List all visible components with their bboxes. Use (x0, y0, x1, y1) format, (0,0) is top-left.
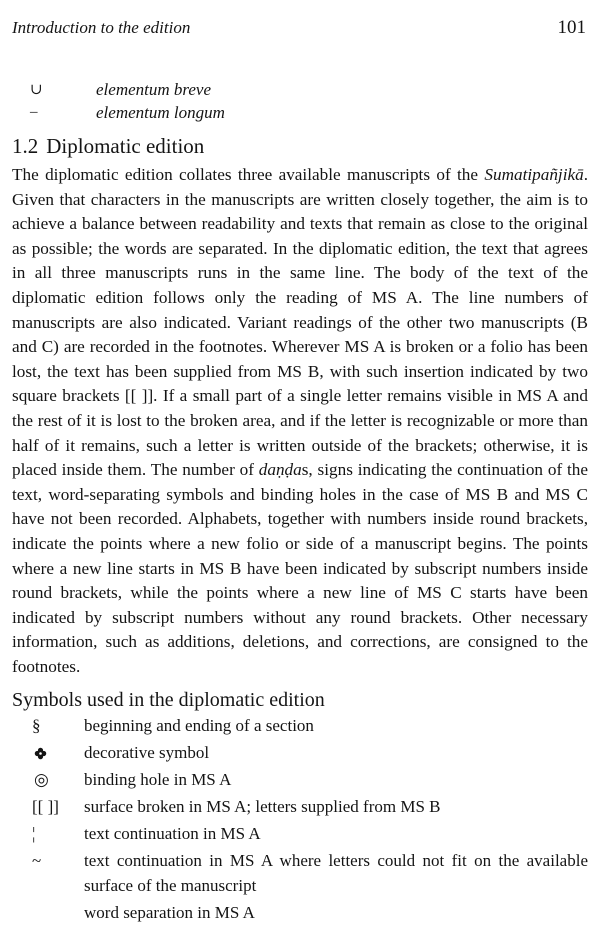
longum-symbol: – (30, 104, 38, 120)
body-paragraph (12, 163, 588, 679)
section-number: 1.2 (12, 134, 39, 158)
word-separator-icon (32, 901, 84, 926)
body-text-part3: s, signs indicating the continuation of the text, word-separating symbols and binding holes in the case of MS B and MS C have not been recorded. Alphabets, together with numbers inside round brackets, indicate the points where a new folio or side of a manuscript begins. The points where a new line starts in MS B have been indicated by subscript numbers inside round brackets, while the points where a new line of MS C starts have been indicated by subscript numbers without any round brackets. Other necessary information, such as additions, deletions, and corrections, are consigned to the footnotes. (12, 460, 588, 676)
tilde-icon: ~ (32, 851, 42, 870)
meter-row-longum (28, 101, 225, 124)
section-sign-icon: § (32, 716, 41, 735)
body-text-part2: . Given that characters in the manuscripts are written closely together, the aim is to achieve a balance between readability and texts that remain as close to the original as possible; the words are separated. In the diplomatic edition, the text that agrees in all three manuscripts runs in the same line. The body of the text of the diplomatic edition follows only the reading of MS A. The line numbers of manuscripts are also indicated. Variant readings of the other two manuscripts (B and C) are recorded in the footnotes. Wherever MS A is broken or a folio has been lost, the text has been supplied from MS B, with such insertion indicated by two square brackets [[ ]]. If a small part of a single letter remains visible in MS A and the rest of it is lost to the broken area, and if the letter is recognizable or more than half of it remains, such a letter is written outside of the brackets; otherwise, it is placed inside them. The number of (12, 165, 588, 480)
symbol-description: word separation in MS A (84, 902, 255, 922)
binding-hole-icon: ◎ (34, 770, 49, 789)
symbol-row-word-separation (32, 901, 588, 926)
symbol-row-double-bracket (32, 795, 588, 820)
symbols-list (32, 714, 588, 928)
running-head: Introduction to the edition (12, 18, 191, 37)
symbol-row-decorative (32, 741, 588, 766)
breve-symbol: ∪ (30, 82, 43, 98)
section-title: Diplomatic edition (46, 134, 205, 158)
decorative-flower-icon (34, 747, 47, 760)
symbol-description: binding hole in MS A (84, 770, 232, 789)
longum-label: elementum longum (96, 102, 225, 122)
breve-label: elementum breve (96, 79, 212, 99)
page-number: 101 (557, 17, 586, 38)
broken-bar-icon: ¦ (32, 824, 36, 843)
meter-row-breve (28, 78, 225, 101)
symbols-heading: Symbols used in the diplomatic edition (12, 689, 325, 711)
section-heading (12, 134, 204, 159)
text-title: Sumatipañjikā (484, 165, 584, 184)
symbol-description: text continuation in MS A where letters could not fit on the available surface of the manuscript (84, 851, 588, 895)
symbol-row-tilde (32, 849, 588, 898)
symbol-description: beginning and ending of a section (84, 716, 314, 735)
symbol-description: surface broken in MS A; letters supplied from MS B (84, 797, 441, 816)
danda-term: daṇḍa (258, 460, 302, 480)
double-bracket-icon: [[ ]] (32, 797, 59, 816)
symbol-description: decorative symbol (84, 743, 210, 762)
symbol-row-section (32, 714, 588, 739)
body-text-part1: The diplomatic edition collates three available manuscripts of the (12, 165, 485, 184)
meter-symbol-list (28, 78, 225, 124)
symbol-row-broken-bar (32, 822, 588, 847)
symbol-row-binding-hole (32, 768, 588, 793)
symbol-description: text continuation in MS A (84, 824, 261, 843)
